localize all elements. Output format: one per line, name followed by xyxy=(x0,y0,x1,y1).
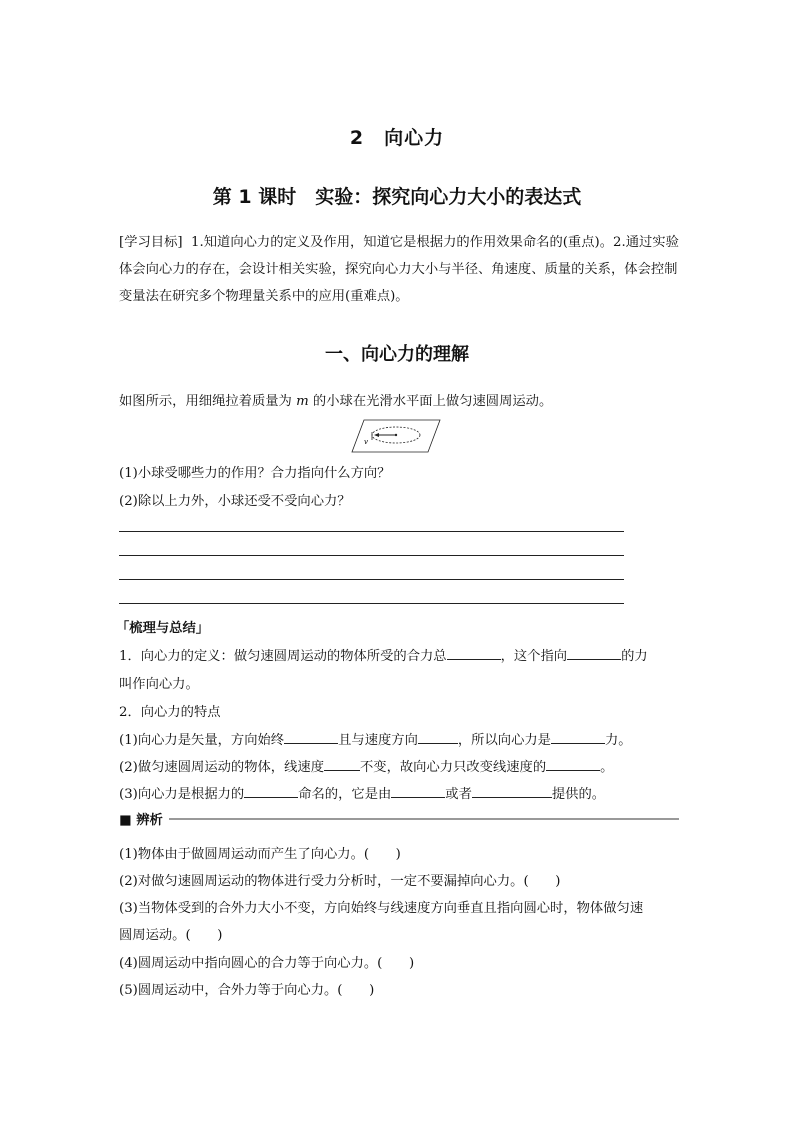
summary-item-2: 2．向心力的特点 xyxy=(119,705,221,720)
judge-heading: ■ 辨析 xyxy=(119,809,169,828)
answer-line-3[interactable] xyxy=(119,579,624,580)
lesson-title: 第 1 课时 实验：探究向心力大小的表达式 xyxy=(212,186,582,208)
judge-item-3-cont: 圆周运动。( ) xyxy=(119,928,223,943)
velocity-label: v xyxy=(364,438,368,446)
section-title: 一、向心力的理解 xyxy=(325,344,469,365)
objectives-text: 1.知道向心力的定义及作用，知道它是根据力的作用效果命名的(重点)。2.通过实验体会向心力的存在，会设计相关实验，探究向心力大小与半径、角速度、质量的关系，体会控制变量法在研究多个物理量关系中的应用(重难点)。 xyxy=(119,235,679,304)
fill-blank[interactable] xyxy=(546,757,600,771)
chapter-title: 2 向心力 xyxy=(349,127,445,149)
summary-item-1: 1．向心力的定义：做匀速圆周运动的物体所受的合力总 ，这个指向 的力 xyxy=(119,645,648,664)
answer-line-1[interactable] xyxy=(119,531,624,532)
judge-item-2: (2)对做匀速圆周运动的物体进行受力分析时，一定不要漏掉向心力。( ) xyxy=(119,874,561,889)
fill-blank[interactable] xyxy=(418,730,458,744)
judge-item-3: (3)当物体受到的合外力大小不变，方向始终与线速度方向垂直且指向圆心时，物体做匀速 xyxy=(119,901,644,916)
summary-item-3: (1)向心力是矢量，方向始终 且与速度方向 ，所以向心力是 力。 xyxy=(119,729,632,748)
summary-item-1-cont: 叫作向心力。 xyxy=(119,677,199,692)
fill-blank[interactable] xyxy=(472,784,552,798)
answer-line-2[interactable] xyxy=(119,555,624,556)
summary-item-4: (2)做匀速圆周运动的物体，线速度 不变，故向心力只改变线速度的 。 xyxy=(119,756,613,775)
fill-blank[interactable] xyxy=(244,784,298,798)
summary-heading: 「梳理与总结」 xyxy=(116,621,210,636)
intro-text: 如图所示，用细绳拉着质量为 m 的小球在光滑水平面上做匀速圆周运动。 xyxy=(119,394,553,409)
fill-blank[interactable] xyxy=(567,646,621,660)
judge-divider xyxy=(119,816,679,822)
objectives-label: [学习目标] xyxy=(119,235,183,250)
mass-variable: m xyxy=(296,394,309,409)
answer-line-4[interactable] xyxy=(119,603,624,604)
question-2: (2)除以上力外，小球还受不受向心力？ xyxy=(119,494,351,509)
fill-blank[interactable] xyxy=(324,757,360,771)
fill-blank[interactable] xyxy=(284,730,338,744)
judge-item-4: (4)圆周运动中指向圆心的合力等于向心力。( ) xyxy=(119,956,415,971)
fill-blank[interactable] xyxy=(447,646,501,660)
fill-blank[interactable] xyxy=(551,730,605,744)
judge-item-5: (5)圆周运动中，合外力等于向心力。( ) xyxy=(119,983,375,998)
circular-motion-figure xyxy=(350,418,442,454)
summary-item-5: (3)向心力是根据力的 命名的，它是由 或者 提供的。 xyxy=(119,783,605,802)
judge-item-1: (1)物体由于做圆周运动而产生了向心力。( ) xyxy=(119,847,401,862)
learning-objectives xyxy=(119,229,679,310)
fill-blank[interactable] xyxy=(391,784,445,798)
question-1: (1)小球受哪些力的作用？合力指向什么方向？ xyxy=(119,466,391,481)
